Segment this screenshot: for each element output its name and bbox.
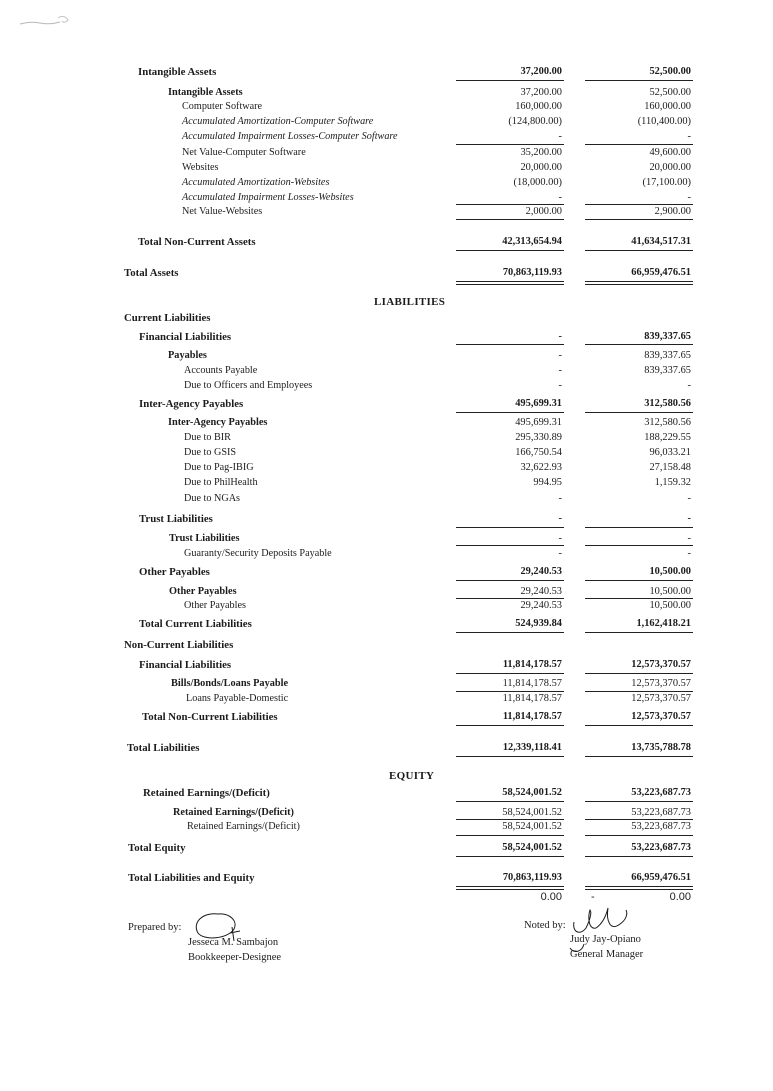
row-due-to-pag-ibig <box>0 461 773 475</box>
row-current-liabilities <box>0 311 773 325</box>
row-label: Total Equity <box>128 842 186 854</box>
underline <box>456 545 564 546</box>
row-guaranty-deposits <box>0 547 773 561</box>
underline <box>456 632 564 633</box>
amount-prior: 188,229.55 <box>644 432 691 443</box>
amount-current: 35,200.00 <box>520 147 562 158</box>
row-label: Intangible Assets <box>138 66 217 78</box>
row-retained-earnings-group <box>0 786 773 800</box>
amount-current: 70,863,119.93 <box>502 267 562 278</box>
row-label: Total Liabilities and Equity <box>128 872 255 884</box>
row-label: Due to BIR <box>184 432 231 443</box>
row-net-value-websites <box>0 205 773 219</box>
amount-current: 11,814,178.57 <box>502 693 562 704</box>
underline <box>456 527 564 528</box>
amount-current: 29,240.53 <box>520 566 562 577</box>
row-label: Due to Officers and Employees <box>184 380 313 391</box>
row-label: Total Non-Current Liabilities <box>142 711 278 723</box>
corner-pen-mark <box>18 12 78 32</box>
amount-prior: - <box>687 533 691 544</box>
row-label: Total Current Liabilities <box>139 618 252 630</box>
amount-prior: 27,158.48 <box>649 462 691 473</box>
section-title-equity <box>0 769 773 783</box>
section-title: LIABILITIES <box>374 296 446 308</box>
amount-prior: 839,337.65 <box>644 331 691 342</box>
amount-prior: 839,337.65 <box>644 365 691 376</box>
amount-prior: 839,337.65 <box>644 350 691 361</box>
amount-prior: 12,573,370.57 <box>631 659 691 670</box>
amount-prior: 20,000.00 <box>649 162 691 173</box>
amount-current: 11,814,178.57 <box>502 678 562 689</box>
underline <box>456 801 564 802</box>
amount-prior: 1,159.32 <box>654 477 691 488</box>
amount-current: 29,240.53 <box>520 600 562 611</box>
amount-prior: 10,500.00 <box>649 586 691 597</box>
double-underline <box>456 886 564 887</box>
amount-prior: 66,959,476.51 <box>631 267 691 278</box>
amount-current: 58,524,001.52 <box>502 807 562 818</box>
row-due-to-officers <box>0 379 773 393</box>
amount-prior: 10,500.00 <box>649 600 691 611</box>
row-label: Retained Earnings/(Deficit) <box>173 807 294 818</box>
row-label: Due to GSIS <box>184 447 237 458</box>
row-due-to-gsis <box>0 446 773 460</box>
amount-current: 29,240.53 <box>520 586 562 597</box>
row-total-equity <box>0 841 773 855</box>
amount-current: - <box>558 493 562 504</box>
underline <box>585 527 693 528</box>
row-label: Total Liabilities <box>127 742 200 754</box>
underline <box>585 835 693 836</box>
underline <box>585 725 693 726</box>
underline <box>585 856 693 857</box>
underline <box>456 856 564 857</box>
amount-current: (124,800.00) <box>508 116 562 127</box>
row-label: Guaranty/Security Deposits Payable <box>184 548 332 559</box>
amount-current: 32,622.93 <box>520 462 562 473</box>
underline <box>456 80 564 81</box>
row-label: Total Assets <box>124 267 179 279</box>
amount-current: 11,814,178.57 <box>502 711 562 722</box>
underline <box>585 144 693 145</box>
row-label: Trust Liabilities <box>169 533 240 544</box>
row-label: Retained Earnings/(Deficit) <box>143 787 270 799</box>
underline <box>456 756 564 757</box>
row-other-payables <box>0 585 773 599</box>
amount-current: - <box>558 513 562 524</box>
row-label: Inter-Agency Payables <box>139 398 244 410</box>
row-retained-earnings-detail <box>0 820 773 834</box>
amount-prior: 1,162,418.21 <box>636 618 691 629</box>
amount-prior: 12,573,370.57 <box>631 678 691 689</box>
row-total-assets <box>0 266 773 280</box>
amount-prior: - <box>687 380 691 391</box>
section-title: EQUITY <box>389 770 435 782</box>
amount-current: - <box>558 350 562 361</box>
row-total-non-current-assets <box>0 235 773 249</box>
row-loans-payable-domestic <box>0 692 773 706</box>
row-label: Accumulated Impairment Losses-Websites <box>182 192 354 203</box>
row-other-payables-group <box>0 565 773 579</box>
row-total-liabilities <box>0 741 773 755</box>
amount-prior: (110,400.00) <box>637 116 691 127</box>
amount-prior: 96,033.21 <box>649 447 691 458</box>
amount-prior: 160,000.00 <box>644 101 691 112</box>
row-label: Current Liabilities <box>124 312 211 324</box>
amount-prior: 312,580.56 <box>644 398 691 409</box>
row-label: Accumulated Amortization-Computer Software <box>182 116 374 127</box>
row-total-liabilities-and-equity <box>0 871 773 885</box>
row-accounts-payable <box>0 364 773 378</box>
amount-prior: (17,100.00) <box>642 177 691 188</box>
amount-current: - <box>558 192 562 203</box>
noted-by-name: Judy Jay-Opiano <box>570 934 641 945</box>
row-label: Other Payables <box>169 586 237 597</box>
amount-current: 20,000.00 <box>520 162 562 173</box>
row-label: Retained Earnings/(Deficit) <box>187 821 300 832</box>
amount-prior: 53,223,687.73 <box>631 842 691 853</box>
underline <box>585 80 693 81</box>
row-bills-bonds-loans <box>0 677 773 691</box>
check-separator: - <box>591 891 595 903</box>
row-intangible-assets <box>0 86 773 100</box>
underline <box>585 412 693 413</box>
amount-prior: - <box>687 192 691 203</box>
row-due-to-bir <box>0 431 773 445</box>
underline <box>456 725 564 726</box>
check-current: 0.00 <box>540 891 562 903</box>
double-underline <box>456 281 564 282</box>
amount-current: 160,000.00 <box>515 101 562 112</box>
double-underline <box>585 281 693 282</box>
amount-current: 11,814,178.57 <box>502 659 562 670</box>
amount-prior: 53,223,687.73 <box>631 807 691 818</box>
amount-current: 12,339,118.41 <box>502 742 562 753</box>
amount-current: 42,313,654.94 <box>502 236 562 247</box>
row-label: Inter-Agency Payables <box>168 417 268 428</box>
row-label: Loans Payable-Domestic <box>186 693 289 704</box>
underline <box>585 580 693 581</box>
row-inter-agency-payables-group <box>0 397 773 411</box>
row-financial-liabilities-group <box>0 330 773 344</box>
amount-prior: 66,959,476.51 <box>631 872 691 883</box>
row-label: Net Value-Websites <box>182 206 263 217</box>
row-label: Trust Liabilities <box>139 513 213 525</box>
amount-current: 2,000.00 <box>525 206 562 217</box>
prepared-by-title: Bookkeeper-Designee <box>188 952 282 963</box>
row-label: Accounts Payable <box>184 365 258 376</box>
noted-by-title: General Manager <box>570 949 644 960</box>
row-label: Due to PhilHealth <box>184 477 258 488</box>
underline <box>456 219 564 220</box>
row-inter-agency-payables <box>0 416 773 430</box>
row-label: Total Non-Current Assets <box>138 236 256 248</box>
row-balance-check <box>0 890 773 904</box>
amount-prior: 52,500.00 <box>649 87 691 98</box>
amount-prior: 53,223,687.73 <box>631 787 691 798</box>
row-websites <box>0 161 773 175</box>
double-underline <box>456 284 564 285</box>
amount-current: 994.95 <box>533 477 562 488</box>
amount-current: 166,750.54 <box>515 447 562 458</box>
row-label: Intangible Assets <box>168 87 243 98</box>
double-underline <box>585 284 693 285</box>
row-due-to-ngas <box>0 492 773 506</box>
amount-prior: - <box>687 548 691 559</box>
underline <box>456 344 564 345</box>
underline <box>456 673 564 674</box>
amount-prior: - <box>687 493 691 504</box>
row-label: Due to NGAs <box>184 493 241 504</box>
amount-current: - <box>558 548 562 559</box>
amount-prior: 53,223,687.73 <box>631 821 691 832</box>
row-intangible-assets-group <box>0 65 773 79</box>
amount-prior: 12,573,370.57 <box>631 693 691 704</box>
row-net-value-software <box>0 146 773 160</box>
underline <box>585 756 693 757</box>
amount-prior: 10,500.00 <box>649 566 691 577</box>
amount-current: 495,699.31 <box>515 417 562 428</box>
row-label: Non-Current Liabilities <box>124 639 234 651</box>
underline <box>456 835 564 836</box>
amount-prior: - <box>687 513 691 524</box>
underline <box>585 545 693 546</box>
amount-prior: 2,900.00 <box>654 206 691 217</box>
row-label: Computer Software <box>182 101 263 112</box>
amount-current: 37,200.00 <box>520 87 562 98</box>
row-total-current-liabilities <box>0 617 773 631</box>
row-payables <box>0 349 773 363</box>
underline <box>585 632 693 633</box>
amount-current: 58,524,001.52 <box>502 821 562 832</box>
amount-current: (18,000.00) <box>513 177 562 188</box>
row-label: Financial Liabilities <box>139 331 232 343</box>
amount-prior: 41,634,517.31 <box>631 236 691 247</box>
row-trust-liabilities <box>0 532 773 546</box>
amount-prior: 49,600.00 <box>649 147 691 158</box>
underline <box>456 250 564 251</box>
row-due-to-philhealth <box>0 476 773 490</box>
prepared-by-name: Jesseca M. Sambajon <box>188 937 279 948</box>
amount-current: - <box>558 365 562 376</box>
row-retained-earnings <box>0 806 773 820</box>
row-label: Accumulated Amortization-Websites <box>182 177 330 188</box>
prepared-by-label: Prepared by: <box>128 922 182 933</box>
row-label: Net Value-Computer Software <box>182 147 306 158</box>
amount-current: - <box>558 533 562 544</box>
row-other-payables-detail <box>0 599 773 613</box>
amount-current: - <box>558 380 562 391</box>
row-accum-amortization-websites <box>0 176 773 190</box>
underline <box>456 580 564 581</box>
row-label: Payables <box>168 350 207 361</box>
row-total-non-current-liabilities <box>0 710 773 724</box>
amount-prior: - <box>687 131 691 142</box>
row-label: Websites <box>182 162 219 173</box>
row-accum-impairment-software <box>0 130 773 144</box>
double-underline <box>585 886 693 887</box>
amount-current: - <box>558 331 562 342</box>
underline <box>456 412 564 413</box>
row-label: Accumulated Impairment Losses-Computer Software <box>182 131 398 142</box>
amount-current: 295,330.89 <box>515 432 562 443</box>
noted-by-label: Noted by: <box>524 920 566 931</box>
amount-prior: 52,500.00 <box>649 66 691 77</box>
row-accum-amortization-software <box>0 115 773 129</box>
underline <box>585 344 693 345</box>
row-label: Due to Pag-IBIG <box>184 462 254 473</box>
underline <box>585 801 693 802</box>
row-computer-software <box>0 100 773 114</box>
amount-prior: 12,573,370.57 <box>631 711 691 722</box>
amount-current: 524,939.84 <box>515 618 562 629</box>
amount-current: 37,200.00 <box>520 66 562 77</box>
amount-current: 58,524,001.52 <box>502 842 562 853</box>
row-label: Other Payables <box>139 566 210 578</box>
row-non-current-liabilities <box>0 638 773 652</box>
underline <box>456 144 564 145</box>
section-title-liabilities <box>0 295 773 309</box>
row-noncurrent-financial-liabilities <box>0 658 773 672</box>
amount-prior: 13,735,788.78 <box>631 742 691 753</box>
underline <box>585 250 693 251</box>
amount-current: - <box>558 131 562 142</box>
row-label: Bills/Bonds/Loans Payable <box>171 678 289 689</box>
amount-current: 70,863,119.93 <box>502 872 562 883</box>
check-prior: 0.00 <box>669 891 691 903</box>
underline <box>585 219 693 220</box>
underline <box>585 673 693 674</box>
amount-prior: 312,580.56 <box>644 417 691 428</box>
row-accum-impairment-websites <box>0 191 773 205</box>
row-label: Financial Liabilities <box>139 659 232 671</box>
row-trust-liabilities-group <box>0 512 773 526</box>
row-label: Other Payables <box>184 600 246 611</box>
amount-current: 58,524,001.52 <box>502 787 562 798</box>
amount-current: 495,699.31 <box>515 398 562 409</box>
